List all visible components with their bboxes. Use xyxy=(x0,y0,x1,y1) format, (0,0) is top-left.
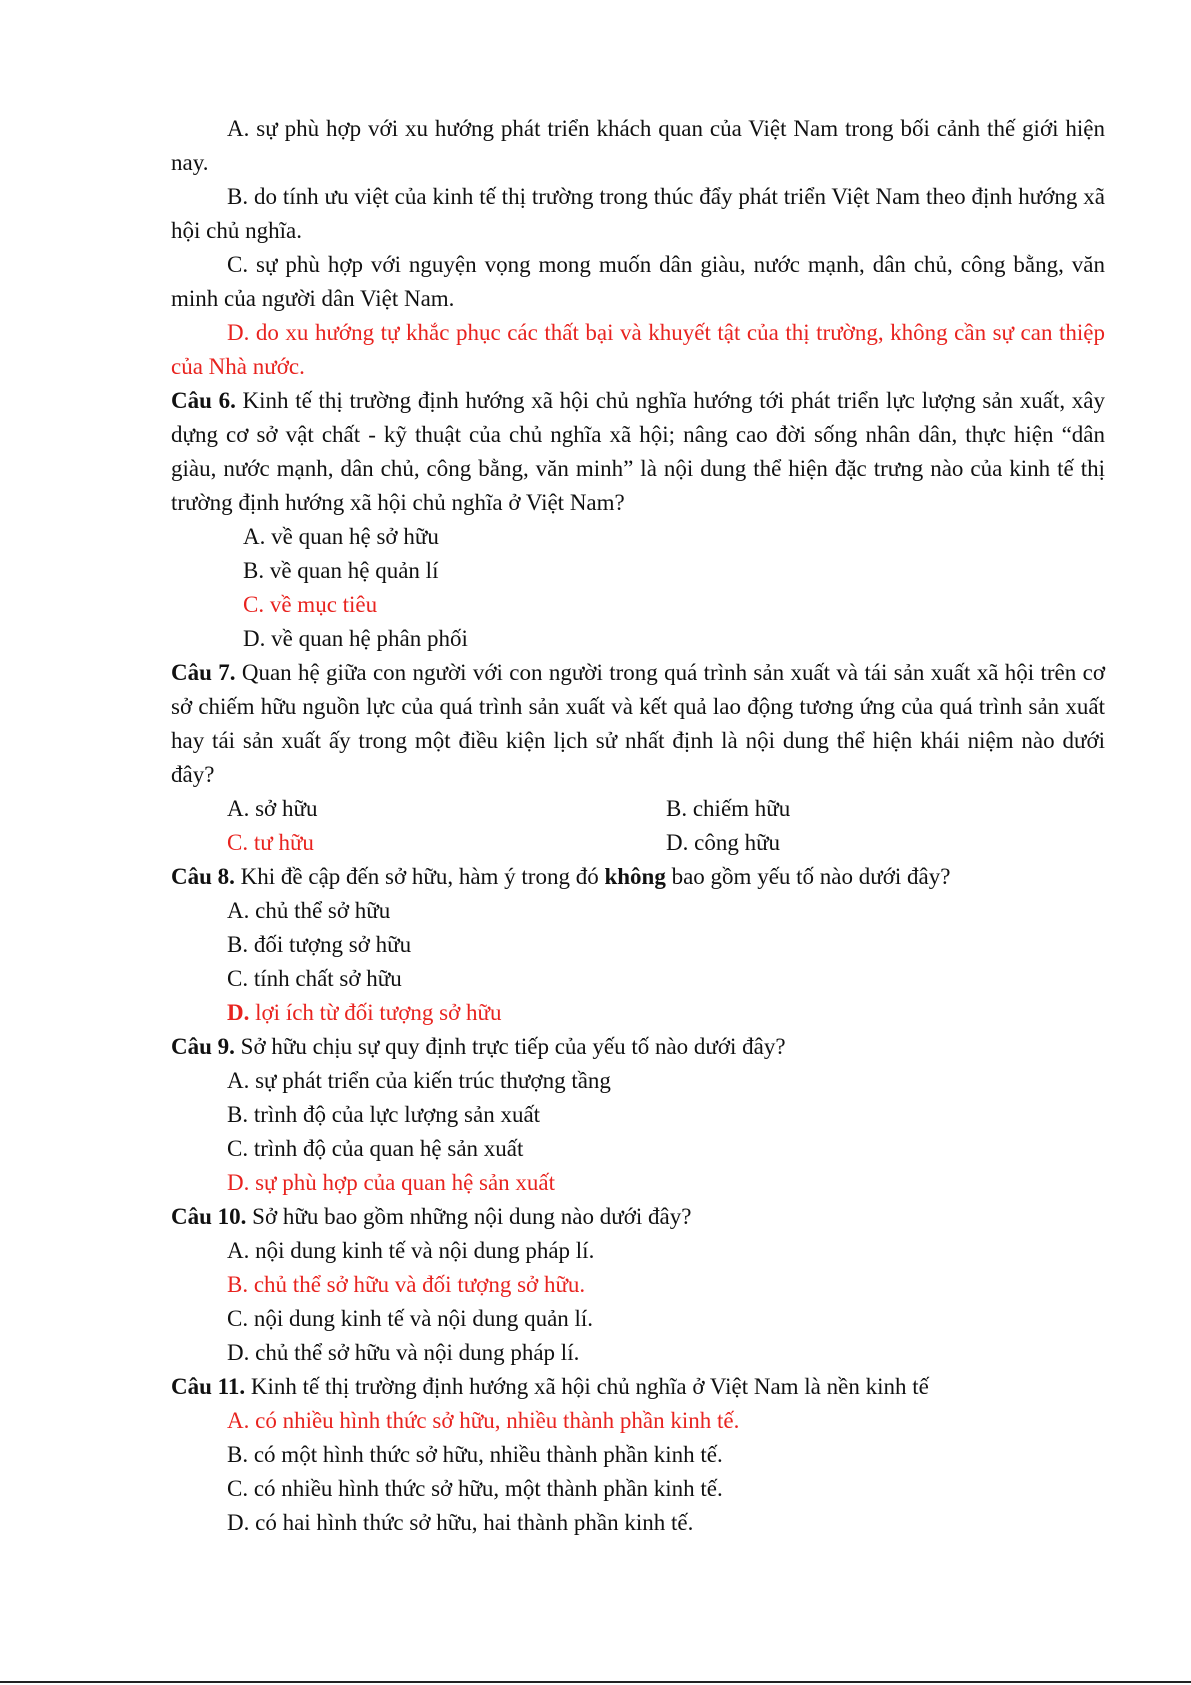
q6-option-c-answer: C. về mục tiêu xyxy=(243,592,378,617)
q6-question xyxy=(171,384,1105,520)
q11-text: Kinh tế thị trường định hướng xã hội chủ nghĩa ở Việt Nam là nền kinh tế xyxy=(245,1374,929,1399)
q7-text: Quan hệ giữa con người với con người trong quá trình sản xuất và tái sản xuất xã hội trên cơ sở chiếm hữu nguồn lực của quá trình sản xuất và kết quả lao động tương ứng của quá trình sản xuất hay tái sản xuất ấy trong một điều kiện lịch sử nhất định là nội dung thể hiện khái niệm nào dưới đây? xyxy=(171,660,1105,787)
q9-label: Câu 9. xyxy=(171,1034,235,1059)
q8-label: Câu 8. xyxy=(171,864,235,889)
q11-option-b: B. có một hình thức sở hữu, nhiều thành phần kinh tế. xyxy=(227,1442,723,1467)
q9-option-d-answer: D. sự phù hợp của quan hệ sản xuất xyxy=(227,1170,556,1195)
q11-option-d: D. có hai hình thức sở hữu, hai thành phần kinh tế. xyxy=(227,1510,694,1535)
q6-option-b: B. về quan hệ quản lí xyxy=(243,558,439,583)
q10-option-d: D. chủ thể sở hữu và nội dung pháp lí. xyxy=(227,1340,580,1365)
q10-text: Sở hữu bao gồm những nội dung nào dưới đây? xyxy=(246,1204,692,1229)
q6-text: Kinh tế thị trường định hướng xã hội chủ nghĩa hướng tới phát triển lực lượng sản xuất, xây dựng cơ sở vật chất - kỹ thuật của chủ nghĩa xã hội; nâng cao đời sống nhân dân, thực hiện “dân giàu, nước mạnh, dân chủ, công bằng, văn minh” là nội dung thể hiện đặc trưng nào của kinh tế thị trường định hướng xã hội chủ nghĩa ở Việt Nam? xyxy=(171,388,1105,515)
q5-option-c: C. sự phù hợp với nguyện vọng mong muốn dân giàu, nước mạnh, dân chủ, công bằng, văn minh của người dân Việt Nam. xyxy=(171,252,1105,311)
q10-label: Câu 10. xyxy=(171,1204,247,1229)
page-bottom-rule xyxy=(0,1681,1191,1683)
q10-option-b-answer: B. chủ thể sở hữu và đối tượng sở hữu. xyxy=(227,1272,586,1297)
q10-question xyxy=(171,1200,1105,1234)
q9-option-a: A. sự phát triển của kiến trúc thượng tầng xyxy=(227,1068,611,1093)
q6-option-a: A. về quan hệ sở hữu xyxy=(243,524,439,549)
q8-option-b: B. đối tượng sở hữu xyxy=(227,932,412,957)
q9-option-b: B. trình độ của lực lượng sản xuất xyxy=(227,1102,541,1127)
q9-option-c: C. trình độ của quan hệ sản xuất xyxy=(227,1136,524,1161)
q10-option-a: A. nội dung kinh tế và nội dung pháp lí. xyxy=(227,1238,595,1263)
q5-option-a: A. sự phù hợp với xu hướng phát triển khách quan của Việt Nam trong bối cảnh thế giới hiện nay. xyxy=(171,116,1105,175)
q6-label: Câu 6. xyxy=(171,388,236,413)
q10-option-c: C. nội dung kinh tế và nội dung quản lí. xyxy=(227,1306,594,1331)
q5-option-d-answer: D. do xu hướng tự khắc phục các thất bại và khuyết tật của thị trường, không cần sự can thiệp của Nhà nước. xyxy=(171,320,1105,379)
document-page xyxy=(171,112,1105,1540)
q7-option-c-answer: C. tư hữu xyxy=(227,830,314,855)
q6-option-d: D. về quan hệ phân phối xyxy=(243,626,468,651)
q9-question xyxy=(171,1030,1105,1064)
q8-emphasis: không xyxy=(604,864,666,889)
q11-label: Câu 11. xyxy=(171,1374,246,1399)
q8-text-after: bao gồm yếu tố nào dưới đây? xyxy=(665,864,951,889)
q11-option-a-answer: A. có nhiều hình thức sở hữu, nhiều thành phần kinh tế. xyxy=(227,1408,740,1433)
q8-option-d-letter: D. xyxy=(227,1000,250,1025)
q7-option-d: D. công hữu xyxy=(666,830,781,855)
q11-option-c: C. có nhiều hình thức sở hữu, một thành phần kinh tế. xyxy=(227,1476,723,1501)
q7-label: Câu 7. xyxy=(171,660,236,685)
q7-options-row-2 xyxy=(171,826,1105,860)
q7-option-a: A. sở hữu xyxy=(227,796,318,821)
q8-option-d-text: lợi ích từ đối tượng sở hữu xyxy=(249,1000,502,1025)
q7-options-row-1 xyxy=(171,792,1105,826)
q8-question xyxy=(171,860,1105,894)
q8-option-c: C. tính chất sở hữu xyxy=(227,966,402,991)
q11-question xyxy=(171,1370,1105,1404)
q7-question xyxy=(171,656,1105,792)
q7-option-b: B. chiếm hữu xyxy=(666,796,791,821)
q9-text: Sở hữu chịu sự quy định trực tiếp của yếu tố nào dưới đây? xyxy=(234,1034,786,1059)
q8-text-before: Khi đề cập đến sở hữu, hàm ý trong đó xyxy=(234,864,605,889)
q8-option-d-answer xyxy=(171,996,1105,1030)
q8-option-a: A. chủ thể sở hữu xyxy=(227,898,391,923)
q5-option-b: B. do tính ưu việt của kinh tế thị trường trong thúc đẩy phát triển Việt Nam theo định hướng xã hội chủ nghĩa. xyxy=(171,184,1105,243)
